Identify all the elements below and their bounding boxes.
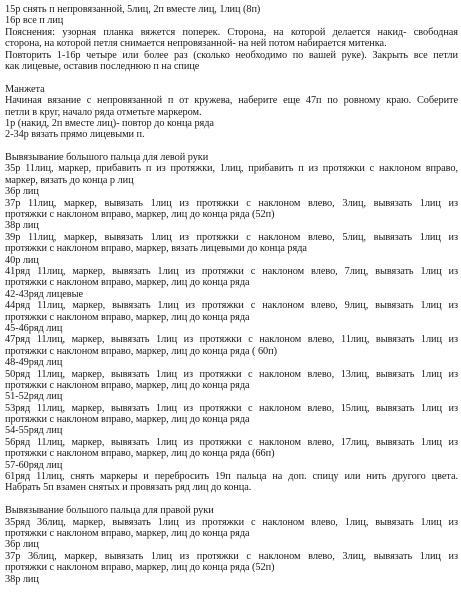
text-line: 1р (накид, 2п вместе лиц)- повтор до конца ряда: [5, 117, 214, 129]
blank-line: [5, 72, 458, 83]
text-line: протяжки с наклоном вправо, маркер, лиц до конца ряда ( 60п): [5, 345, 277, 357]
text-line: 41ряд 11лиц, маркер, вывязать 1лиц из протяжки с наклоном влево, 7лиц, вывязать 1лиц из: [5, 265, 458, 277]
text-line: 15р снять п непровязанной, 5лиц, 2п вместе лиц, 1лиц (8п): [5, 4, 261, 15]
text-line: Повторить 1-16р четыре или более раз (сколько необходимо по вашей руке). Закрыть все петли: [5, 49, 458, 61]
text-line: 61ряд 11лиц, снять маркеры и перебросить 19п пальца на доп. спицу или нить другого цвета.: [5, 471, 458, 483]
text-line: 38р лиц: [5, 220, 39, 232]
text-line: 35р 11лиц, маркер, прибавить п из протяжки, 1лиц, прибавить п из протяжки с наклоном вправо,: [5, 163, 458, 175]
text-line: протяжки с наклоном вправо, маркер, лиц до конца ряда: [5, 379, 250, 391]
text-line: Начиная вязание с непровязанной п от кружева, наберите еще 47п по ровному краю. Соберите: [5, 95, 458, 107]
text-line: протяжки с наклоном вправо, маркер, лиц до конца ряда: [5, 527, 250, 539]
text-line: сторона, на которой петля снимается непровязанной- на ней потом набирается митенка.: [5, 38, 387, 50]
text-line: 54-55ряд лиц: [5, 425, 63, 437]
text-line: 51-52ряд лиц: [5, 391, 63, 403]
text-line: 36р лиц: [5, 539, 39, 551]
text-line: 35ряд 36лиц, маркер, вывязать 1лиц из протяжки с наклоном влево, 1лиц, вывязать 1лиц из: [5, 516, 458, 528]
text-line: протяжки с наклоном вправо, маркер, лиц до конца ряда: [5, 277, 250, 289]
text-line: 48-49ряд лиц: [5, 357, 63, 369]
pattern-document: [5, 4, 458, 585]
text-line: Вывязывание большого пальца для правой руки: [5, 505, 214, 517]
text-line: протяжки с наклоном вправо, маркер, лиц до конца ряда (66п): [5, 448, 275, 460]
text-line: 40р лиц: [5, 254, 39, 266]
text-line: Вывязывание большого пальца для левой руки: [5, 152, 209, 164]
text-line: 53ряд 11лиц, маркер, вывязать 1лиц из протяжки с наклоном влево, 15лиц, вывязать 1лиц из: [5, 402, 458, 414]
text-line: протяжки с наклоном вправо, маркер, лиц до конца ряда (52п): [5, 209, 275, 221]
text-line: 36р лиц: [5, 186, 39, 198]
text-line: 56ряд 11лиц, маркер, вывязать 1лиц из протяжки с наклоном влево, 17лиц, вывязать 1лиц из: [5, 436, 458, 448]
text-line: протяжки с наклоном вправо, маркер, лиц до конца ряда (52п): [5, 562, 275, 574]
text-line: 16р все п лиц: [5, 15, 64, 27]
text-line: Набрать 5п взамен снятых и провязать ряд лиц до конца.: [5, 482, 252, 494]
blank-line: [5, 494, 458, 505]
text-line: протяжки с наклоном вправо, маркер, лиц до конца ряда: [5, 311, 250, 323]
text-line: Пояснения: узорная планка вяжется поперек. Сторона, на которой делается накид- свободная: [5, 26, 458, 38]
text-line: 39р 11лиц, маркер, вывязать 1лиц из протяжки с наклоном влево, 5лиц, вывязать 1лиц из: [5, 231, 458, 243]
text-line: маркер, вязать до конца р лиц: [5, 174, 134, 186]
text-line: 47ряд 11лиц, маркер, вывязать 1лиц из протяжки с наклоном влево, 11лиц, вывязать 1лиц из: [5, 334, 458, 346]
text-line: протяжки с наклоном вправо, маркер, лиц до конца ряда: [5, 414, 250, 426]
text-line: 37р 11лиц, маркер, вывязать 1лиц из протяжки с наклоном влево, 3лиц, вывязать 1лиц из: [5, 197, 458, 209]
text-line: протяжки с наклоном вправо, маркер, вязать лицевыми до конца ряда: [5, 243, 307, 255]
text-line: 50ряд 11лиц, маркер, вывязать 1лиц из протяжки с наклоном влево, 13лиц, вывязать 1лиц из: [5, 368, 458, 380]
text-line: 37р 36лиц, маркер, вывязать 1лиц из протяжки с наклоном влево, 3лиц, вывязать 1лиц из: [5, 550, 458, 562]
text-line: петли в круг, начало ряда отметьте маркером.: [5, 106, 202, 118]
text-line: 42-43ряд лицевые: [5, 288, 84, 300]
text-line: как лицевые, оставив последнюю п на спице: [5, 60, 200, 72]
text-line: 57-60ряд лиц: [5, 459, 63, 471]
text-line: 45-46ряд лиц: [5, 322, 63, 334]
text-line: 44ряд 11лиц, маркер, вывязать 1лиц из протяжки с наклоном влево, 9лиц, вывязать 1лиц из: [5, 300, 458, 312]
blank-line: [5, 141, 458, 152]
text-line: Манжета: [5, 83, 45, 95]
text-line: 2-34р вязать прямо лицевыми п.: [5, 129, 145, 141]
text-line: 38р лиц: [5, 573, 39, 585]
